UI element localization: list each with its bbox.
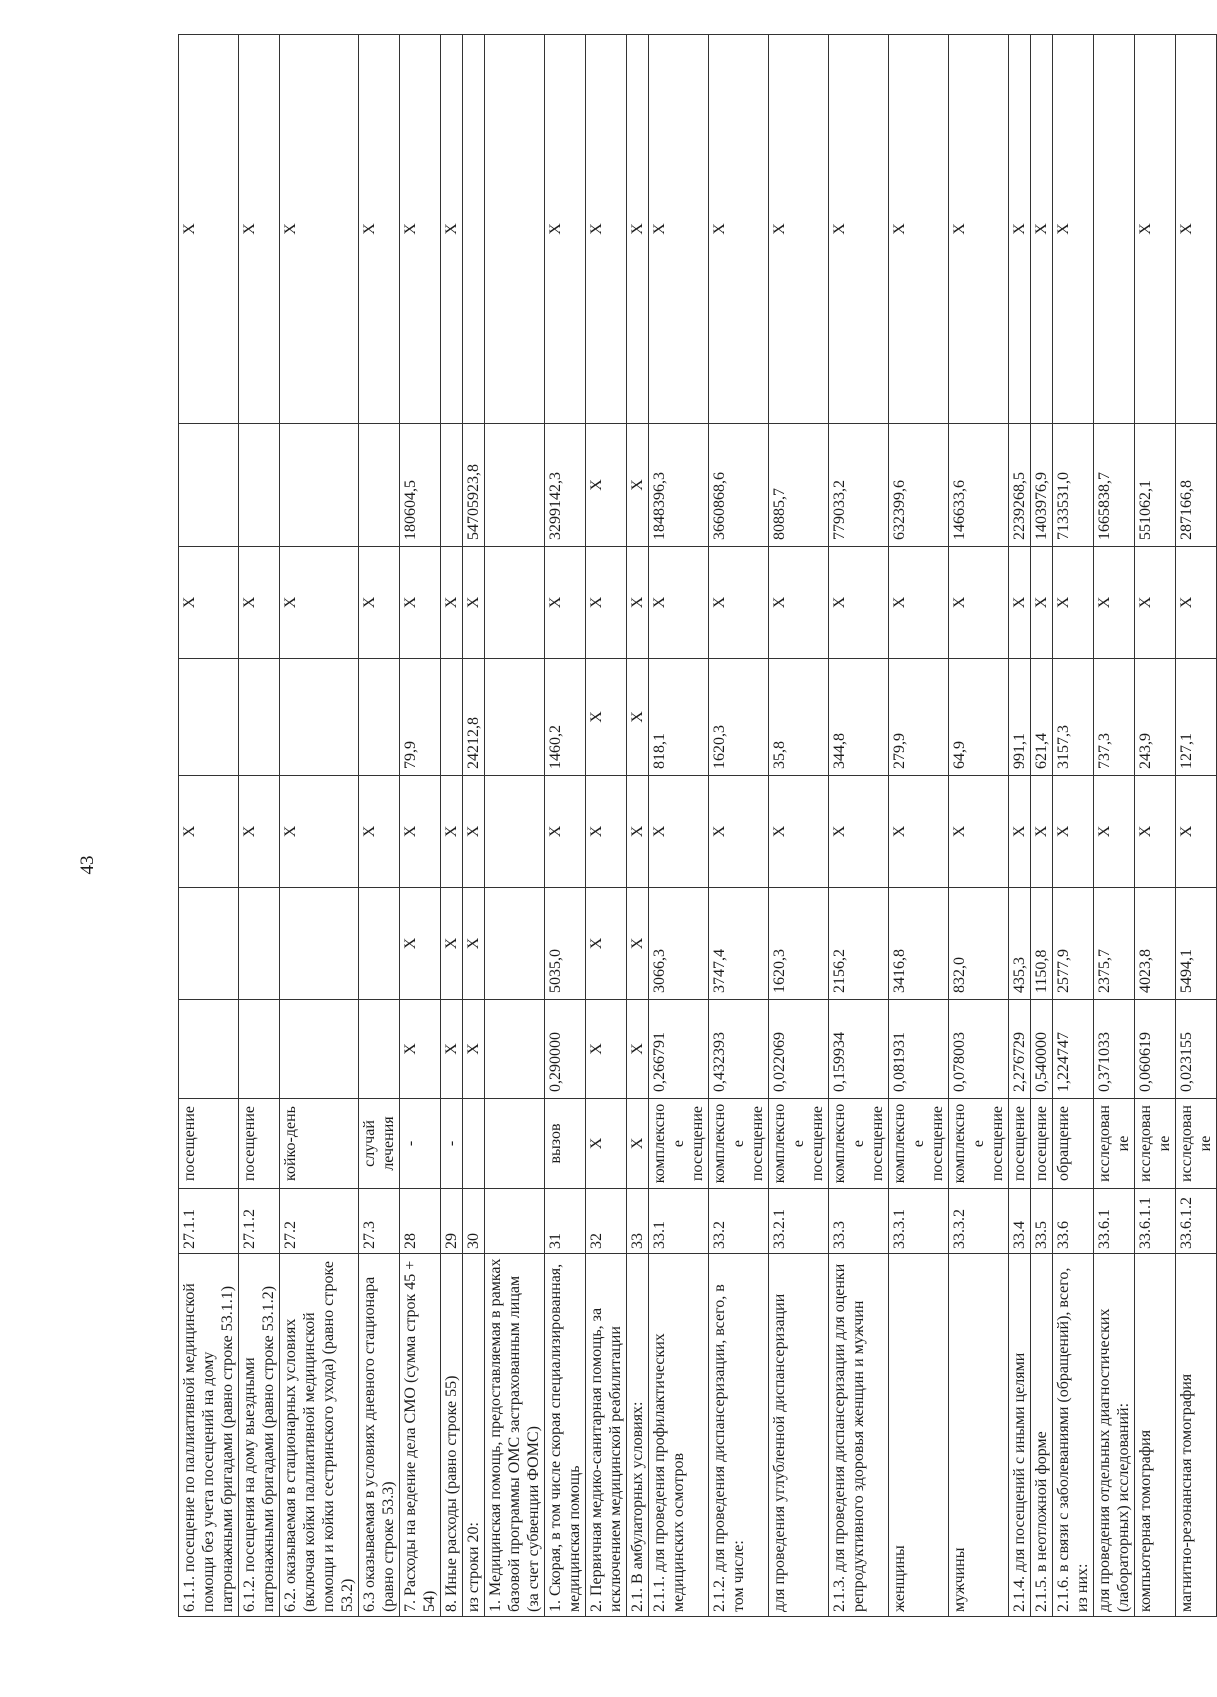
cell-value-1 xyxy=(359,1000,400,1099)
table-row xyxy=(586,35,627,1617)
cell-value-2: 3066,3 xyxy=(649,888,709,1000)
cell-value-3: X xyxy=(1053,776,1094,888)
cell-value-4: 127,1 xyxy=(1176,659,1217,776)
table-row xyxy=(829,35,889,1617)
cell-value-5: X xyxy=(769,547,829,659)
cell-name: женщины xyxy=(889,1254,949,1617)
cell-value-2 xyxy=(239,888,280,1000)
cell-value-6: 287166,8 xyxy=(1176,424,1217,547)
cell-value-3: X xyxy=(280,776,359,888)
cell-value-7: X xyxy=(649,35,709,424)
cell-value-7: X xyxy=(1031,35,1053,424)
cell-value-5: X xyxy=(1135,547,1176,659)
cell-value-7: X xyxy=(1053,35,1094,424)
cell-unit: койко-день xyxy=(280,1099,359,1189)
cell-value-7: X xyxy=(179,35,239,424)
cell-num: 27.2 xyxy=(280,1189,359,1254)
cell-value-7: X xyxy=(889,35,949,424)
cell-unit: случай лечения xyxy=(359,1099,400,1189)
cell-value-4: X xyxy=(627,659,649,776)
rotated-table-wrapper xyxy=(178,95,1214,1617)
cell-num xyxy=(485,1189,545,1254)
cell-unit: исследование xyxy=(1094,1099,1135,1189)
cell-value-7: X xyxy=(1009,35,1031,424)
cell-value-7: X xyxy=(586,35,627,424)
table-row xyxy=(441,35,463,1617)
table-row xyxy=(400,35,441,1617)
cell-value-6 xyxy=(441,424,463,547)
cell-name: для проведения отдельных диагностических (лабораторных) исследований: xyxy=(1094,1254,1135,1617)
cell-value-2: 1150,8 xyxy=(1031,888,1053,1000)
cell-value-1: 0,159934 xyxy=(829,1000,889,1099)
cell-value-1: 2,276729 xyxy=(1009,1000,1031,1099)
cell-num: 30 xyxy=(463,1189,485,1254)
cell-value-1: X xyxy=(586,1000,627,1099)
cell-value-6: 2239268,5 xyxy=(1009,424,1031,547)
cell-unit: X xyxy=(586,1099,627,1189)
cell-name: 6.3 оказываемая в условиях дневного стационара (равно строке 53.3) xyxy=(359,1254,400,1617)
cell-value-5: X xyxy=(1176,547,1217,659)
cell-value-5: X xyxy=(586,547,627,659)
cell-num: 27.3 xyxy=(359,1189,400,1254)
cell-unit: исследование xyxy=(1176,1099,1217,1189)
cell-unit: комплексное посещение xyxy=(889,1099,949,1189)
cell-num: 33 xyxy=(627,1189,649,1254)
cell-value-5: X xyxy=(545,547,586,659)
cell-value-4 xyxy=(179,659,239,776)
cell-name: 8. Иные расходы (равно строке 55) xyxy=(441,1254,463,1617)
cell-value-4 xyxy=(485,659,545,776)
cell-value-4: 79,9 xyxy=(400,659,441,776)
cell-value-2: X xyxy=(586,888,627,1000)
cell-value-7: X xyxy=(627,35,649,424)
cell-num: 33.4 xyxy=(1009,1189,1031,1254)
cell-value-2: 832,0 xyxy=(949,888,1009,1000)
cell-value-7: X xyxy=(441,35,463,424)
cell-value-5: X xyxy=(709,547,769,659)
cell-value-3: X xyxy=(179,776,239,888)
cell-num: 33.2 xyxy=(709,1189,769,1254)
cell-unit: вызов xyxy=(545,1099,586,1189)
cell-value-7 xyxy=(463,35,485,424)
cell-num: 33.3.2 xyxy=(949,1189,1009,1254)
cell-value-2 xyxy=(280,888,359,1000)
cell-value-2 xyxy=(485,888,545,1000)
cell-value-5: X xyxy=(1031,547,1053,659)
cell-value-4: 3157,3 xyxy=(1053,659,1094,776)
cell-value-3: X xyxy=(441,776,463,888)
table-row xyxy=(1135,35,1176,1617)
cell-name: 6.1.2. посещения на дому выездными патронажными бригадами (равно строке 53.1.2) xyxy=(239,1254,280,1617)
cell-num: 33.6.1.1 xyxy=(1135,1189,1176,1254)
cell-value-4 xyxy=(359,659,400,776)
cell-value-7: X xyxy=(545,35,586,424)
cell-name: 2. Первичная медико-санитарная помощь, за исключением медицинской реабилитации xyxy=(586,1254,627,1617)
cell-value-7: X xyxy=(400,35,441,424)
cell-num: 33.3 xyxy=(829,1189,889,1254)
cell-value-4: X xyxy=(586,659,627,776)
cell-value-1: 0,371033 xyxy=(1094,1000,1135,1099)
cell-value-1: 0,081931 xyxy=(889,1000,949,1099)
cell-value-6: 180604,5 xyxy=(400,424,441,547)
cell-value-2: 2375,7 xyxy=(1094,888,1135,1000)
cell-value-6: 632399,6 xyxy=(889,424,949,547)
page-number: 43 xyxy=(77,855,98,875)
table-row xyxy=(463,35,485,1617)
table-row xyxy=(359,35,400,1617)
cell-num: 32 xyxy=(586,1189,627,1254)
cell-num: 33.2.1 xyxy=(769,1189,829,1254)
cell-value-3: X xyxy=(1094,776,1135,888)
cell-value-7: X xyxy=(1176,35,1217,424)
cell-value-6: X xyxy=(627,424,649,547)
cell-unit xyxy=(463,1099,485,1189)
cell-value-1: 0,432393 xyxy=(709,1000,769,1099)
cell-value-5: X xyxy=(1009,547,1031,659)
cell-name: 1. Медицинская помощь, предоставляемая в рамках базовой программы ОМС застрахованным лицам (за счет субвенции ФОМС) xyxy=(485,1254,545,1617)
cell-value-6: 1403976,9 xyxy=(1031,424,1053,547)
cell-value-2: X xyxy=(400,888,441,1000)
cell-value-6: 54705923,8 xyxy=(463,424,485,547)
table-row xyxy=(239,35,280,1617)
cell-num: 33.3.1 xyxy=(889,1189,949,1254)
cell-value-3: X xyxy=(545,776,586,888)
table-row xyxy=(1053,35,1094,1617)
cell-value-7: X xyxy=(769,35,829,424)
cell-value-6: 3660868,6 xyxy=(709,424,769,547)
cell-name: компьютерная томография xyxy=(1135,1254,1176,1617)
cell-value-1 xyxy=(280,1000,359,1099)
cell-value-4: 818,1 xyxy=(649,659,709,776)
cell-value-3: X xyxy=(1009,776,1031,888)
cell-name: 2.1.4. для посещений с иными целями xyxy=(1009,1254,1031,1617)
cell-value-1: 0,078003 xyxy=(949,1000,1009,1099)
cell-value-5: X xyxy=(280,547,359,659)
cell-value-5: X xyxy=(359,547,400,659)
table-body xyxy=(179,35,1217,1617)
cell-value-6: X xyxy=(586,424,627,547)
table-row xyxy=(485,35,545,1617)
cell-value-5: X xyxy=(649,547,709,659)
cell-value-1: 1,224747 xyxy=(1053,1000,1094,1099)
cell-value-1: X xyxy=(441,1000,463,1099)
cell-value-7 xyxy=(1094,35,1135,424)
cell-value-7: X xyxy=(949,35,1009,424)
table-row xyxy=(1009,35,1031,1617)
cell-value-7: X xyxy=(359,35,400,424)
cell-value-1: 0,023155 xyxy=(1176,1000,1217,1099)
cell-value-5: X xyxy=(829,547,889,659)
cell-num: 33.6.1 xyxy=(1094,1189,1135,1254)
cell-value-7: X xyxy=(709,35,769,424)
cell-num: 31 xyxy=(545,1189,586,1254)
financing-table xyxy=(178,34,1217,1617)
cell-unit: исследование xyxy=(1135,1099,1176,1189)
table-row xyxy=(280,35,359,1617)
cell-value-3: X xyxy=(400,776,441,888)
cell-value-6: 146633,6 xyxy=(949,424,1009,547)
cell-name: 6.2. оказываемая в стационарных условиях (включая койки паллиативной медицинской помощи и койки сестринского ухода) (равно строке 53.2) xyxy=(280,1254,359,1617)
cell-value-3: X xyxy=(627,776,649,888)
cell-num: 27.1.2 xyxy=(239,1189,280,1254)
cell-value-3: X xyxy=(949,776,1009,888)
cell-value-5: X xyxy=(239,547,280,659)
cell-value-3: X xyxy=(586,776,627,888)
cell-value-6 xyxy=(485,424,545,547)
cell-value-7: X xyxy=(280,35,359,424)
table-row xyxy=(949,35,1009,1617)
cell-unit: посещение xyxy=(1031,1099,1053,1189)
cell-unit: посещение xyxy=(179,1099,239,1189)
table-row xyxy=(709,35,769,1617)
cell-unit: комплексное посещение xyxy=(649,1099,709,1189)
cell-value-3: X xyxy=(1176,776,1217,888)
cell-num: 27.1.1 xyxy=(179,1189,239,1254)
cell-name: 1. Скорая, в том числе скорая специализированная, медицинская помощь xyxy=(545,1254,586,1617)
cell-num: 33.6.1.2 xyxy=(1176,1189,1217,1254)
cell-value-2: 2577,9 xyxy=(1053,888,1094,1000)
cell-value-2: 3747,4 xyxy=(709,888,769,1000)
cell-value-1: X xyxy=(400,1000,441,1099)
cell-name: 6.1.1. посещение по паллиативной медицинской помощи без учета посещений на дому патронажными бригадами (равно строке 53.1.1) xyxy=(179,1254,239,1617)
cell-value-1: 0,266791 xyxy=(649,1000,709,1099)
cell-value-5: X xyxy=(1094,547,1135,659)
cell-unit: комплексное посещение xyxy=(949,1099,1009,1189)
cell-name: 2.1.5. в неотложной форме xyxy=(1031,1254,1053,1617)
cell-value-6 xyxy=(280,424,359,547)
cell-value-1: 0,540000 xyxy=(1031,1000,1053,1099)
cell-value-3: X xyxy=(829,776,889,888)
cell-value-4: 991,1 xyxy=(1009,659,1031,776)
cell-value-3: X xyxy=(463,776,485,888)
cell-value-4: 1620,3 xyxy=(709,659,769,776)
cell-value-3: X xyxy=(239,776,280,888)
cell-value-5: X xyxy=(949,547,1009,659)
cell-value-7: X xyxy=(829,35,889,424)
table-row xyxy=(769,35,829,1617)
cell-value-2: X xyxy=(463,888,485,1000)
cell-name: 2.1. В амбулаторных условиях: xyxy=(627,1254,649,1617)
cell-value-6: 779033,2 xyxy=(829,424,889,547)
cell-name: 2.1.3. для проведения диспансеризации для оценки репродуктивного здоровья женщин и мужчин xyxy=(829,1254,889,1617)
cell-value-6 xyxy=(179,424,239,547)
cell-unit: посещение xyxy=(1009,1099,1031,1189)
cell-unit: обращение xyxy=(1053,1099,1094,1189)
cell-num: 33.1 xyxy=(649,1189,709,1254)
cell-num: 28 xyxy=(400,1189,441,1254)
cell-value-5: X xyxy=(463,547,485,659)
table-row xyxy=(1176,35,1217,1617)
cell-value-1: 0,290000 xyxy=(545,1000,586,1099)
cell-name: для проведения углубленной диспансеризации xyxy=(769,1254,829,1617)
cell-value-1: X xyxy=(627,1000,649,1099)
cell-value-5 xyxy=(485,547,545,659)
cell-value-3: X xyxy=(769,776,829,888)
cell-value-7: X xyxy=(239,35,280,424)
cell-unit: комплексное посещение xyxy=(769,1099,829,1189)
cell-value-6 xyxy=(239,424,280,547)
cell-value-4: 279,9 xyxy=(889,659,949,776)
cell-value-5: X xyxy=(441,547,463,659)
table-row xyxy=(627,35,649,1617)
cell-value-5: X xyxy=(627,547,649,659)
cell-value-6: 7133531,0 xyxy=(1053,424,1094,547)
cell-value-2: 5494,1 xyxy=(1176,888,1217,1000)
cell-unit: X xyxy=(627,1099,649,1189)
table-row xyxy=(649,35,709,1617)
cell-value-3: X xyxy=(649,776,709,888)
cell-value-5: X xyxy=(400,547,441,659)
cell-value-2: X xyxy=(627,888,649,1000)
cell-value-2: 5035,0 xyxy=(545,888,586,1000)
cell-value-1 xyxy=(239,1000,280,1099)
table-row xyxy=(889,35,949,1617)
cell-value-2: 1620,3 xyxy=(769,888,829,1000)
cell-value-6: 1848396,3 xyxy=(649,424,709,547)
cell-num: 33.6 xyxy=(1053,1189,1094,1254)
cell-value-7: X xyxy=(1135,35,1176,424)
cell-value-3: X xyxy=(889,776,949,888)
cell-value-2 xyxy=(359,888,400,1000)
cell-value-1 xyxy=(179,1000,239,1099)
table-row xyxy=(545,35,586,1617)
cell-value-6: 3299142,3 xyxy=(545,424,586,547)
cell-value-6: 1665838,7 xyxy=(1094,424,1135,547)
cell-name: мужчины xyxy=(949,1254,1009,1617)
table-row xyxy=(179,35,239,1617)
cell-value-6 xyxy=(359,424,400,547)
cell-value-4: 64,9 xyxy=(949,659,1009,776)
cell-value-3: X xyxy=(359,776,400,888)
cell-num: 29 xyxy=(441,1189,463,1254)
cell-value-3: X xyxy=(1135,776,1176,888)
cell-value-5: X xyxy=(179,547,239,659)
cell-name: из строки 20: xyxy=(463,1254,485,1617)
cell-value-2: X xyxy=(441,888,463,1000)
cell-name: 2.1.1. для проведения профилактических медицинских осмотров xyxy=(649,1254,709,1617)
cell-value-4: 24212,8 xyxy=(463,659,485,776)
cell-value-3: X xyxy=(1031,776,1053,888)
cell-value-4: 1460,2 xyxy=(545,659,586,776)
cell-num: 33.5 xyxy=(1031,1189,1053,1254)
cell-unit: комплексное посещение xyxy=(829,1099,889,1189)
cell-value-4 xyxy=(441,659,463,776)
cell-unit xyxy=(485,1099,545,1189)
cell-value-4 xyxy=(280,659,359,776)
cell-value-4: 621,4 xyxy=(1031,659,1053,776)
table-row xyxy=(1094,35,1135,1617)
cell-value-7 xyxy=(485,35,545,424)
cell-value-2: 435,3 xyxy=(1009,888,1031,1000)
cell-value-2: 2156,2 xyxy=(829,888,889,1000)
cell-unit: - xyxy=(441,1099,463,1189)
cell-value-1 xyxy=(485,1000,545,1099)
cell-unit: комплексное посещение xyxy=(709,1099,769,1189)
cell-value-4: 344,8 xyxy=(829,659,889,776)
cell-value-1: X xyxy=(463,1000,485,1099)
cell-value-5: X xyxy=(889,547,949,659)
cell-unit: посещение xyxy=(239,1099,280,1189)
cell-value-4: 35,8 xyxy=(769,659,829,776)
cell-value-5: X xyxy=(1053,547,1094,659)
cell-name: магнитно-резонансная томография xyxy=(1176,1254,1217,1617)
cell-value-4 xyxy=(239,659,280,776)
cell-value-3: X xyxy=(709,776,769,888)
cell-value-4: 737,3 xyxy=(1094,659,1135,776)
cell-value-6: 551062,1 xyxy=(1135,424,1176,547)
cell-value-1: 0,060619 xyxy=(1135,1000,1176,1099)
cell-unit: - xyxy=(400,1099,441,1189)
cell-value-2 xyxy=(179,888,239,1000)
cell-value-2: 3416,8 xyxy=(889,888,949,1000)
cell-value-2: 4023,8 xyxy=(1135,888,1176,1000)
cell-value-4: 243,9 xyxy=(1135,659,1176,776)
cell-value-3 xyxy=(485,776,545,888)
cell-value-6: 80885,7 xyxy=(769,424,829,547)
cell-name: 2.1.2. для проведения диспансеризации, всего, в том числе: xyxy=(709,1254,769,1617)
cell-value-1: 0,022069 xyxy=(769,1000,829,1099)
cell-name: 2.1.6. в связи с заболеваниями (обращений), всего, из них: xyxy=(1053,1254,1094,1617)
table-row xyxy=(1031,35,1053,1617)
cell-name: 7. Расходы на ведение дела СМО (сумма строк 45 + 54) xyxy=(400,1254,441,1617)
